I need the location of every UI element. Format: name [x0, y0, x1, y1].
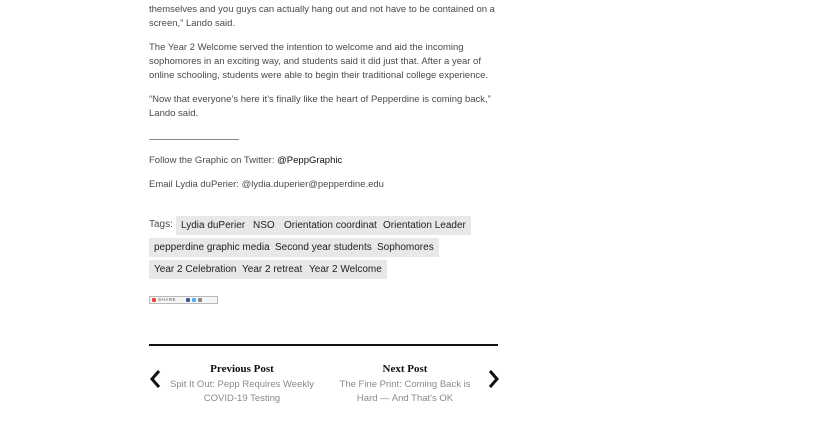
post-nav-divider: [149, 344, 498, 346]
author-email-line: Email Lydia duPerier: @lydia.duperier@pepperdine.edu: [149, 179, 384, 190]
previous-post-label: Previous Post: [210, 363, 274, 375]
tag-link[interactable]: Orientation coordinat: [279, 216, 382, 235]
next-post-title: The Fine Print: Coming Back is Hard — And That's OK: [339, 379, 471, 404]
facebook-icon: [186, 298, 190, 302]
divider: [149, 139, 239, 140]
tag-link[interactable]: Second year students: [270, 238, 377, 257]
tag-link[interactable]: Year 2 retreat: [237, 260, 307, 279]
twitter-follow-line: [149, 155, 342, 166]
tag-link[interactable]: Year 2 Celebration: [149, 260, 241, 279]
share-button[interactable]: [149, 296, 218, 304]
article-paragraph: The Year 2 Welcome served the intention to welcome and aid the incoming sophomores in an exciting way, and students said it did just that. After a year of online schooling, students were able to begin their traditional college experience.: [149, 42, 489, 81]
next-post-label: Next Post: [382, 363, 428, 375]
previous-post-title: Spit It Out: Pepp Requires Weekly COVID-19 Testing: [170, 379, 314, 404]
twitter-icon: [192, 298, 196, 302]
article-paragraph: themselves and you guys can actually hang out and not have to be contained on a screen,” Lando said.: [149, 4, 495, 29]
tag-link[interactable]: Year 2 Welcome: [304, 260, 387, 279]
tag-link[interactable]: Lydia duPerier: [176, 216, 250, 235]
tag-link[interactable]: pepperdine graphic media: [149, 238, 275, 257]
follow-prefix: Follow the Graphic on Twitter:: [149, 155, 278, 166]
addthis-share-icon: [152, 298, 156, 302]
article-paragraph: “Now that everyone’s here it’s finally like the heart of Pepperdine is coming back,” Lando said.: [149, 94, 491, 119]
tag-link[interactable]: NSO: [248, 216, 280, 235]
share-label: SHARE: [158, 297, 177, 302]
chevron-right-icon[interactable]: [486, 368, 500, 390]
email-icon: [198, 298, 202, 302]
tags-label: Tags:: [149, 219, 173, 230]
tag-link[interactable]: Sophomores: [372, 238, 439, 257]
tag-link[interactable]: Orientation Leader: [378, 216, 471, 235]
twitter-handle-link[interactable]: @PeppGraphic: [277, 155, 343, 166]
chevron-left-icon[interactable]: [149, 368, 163, 390]
